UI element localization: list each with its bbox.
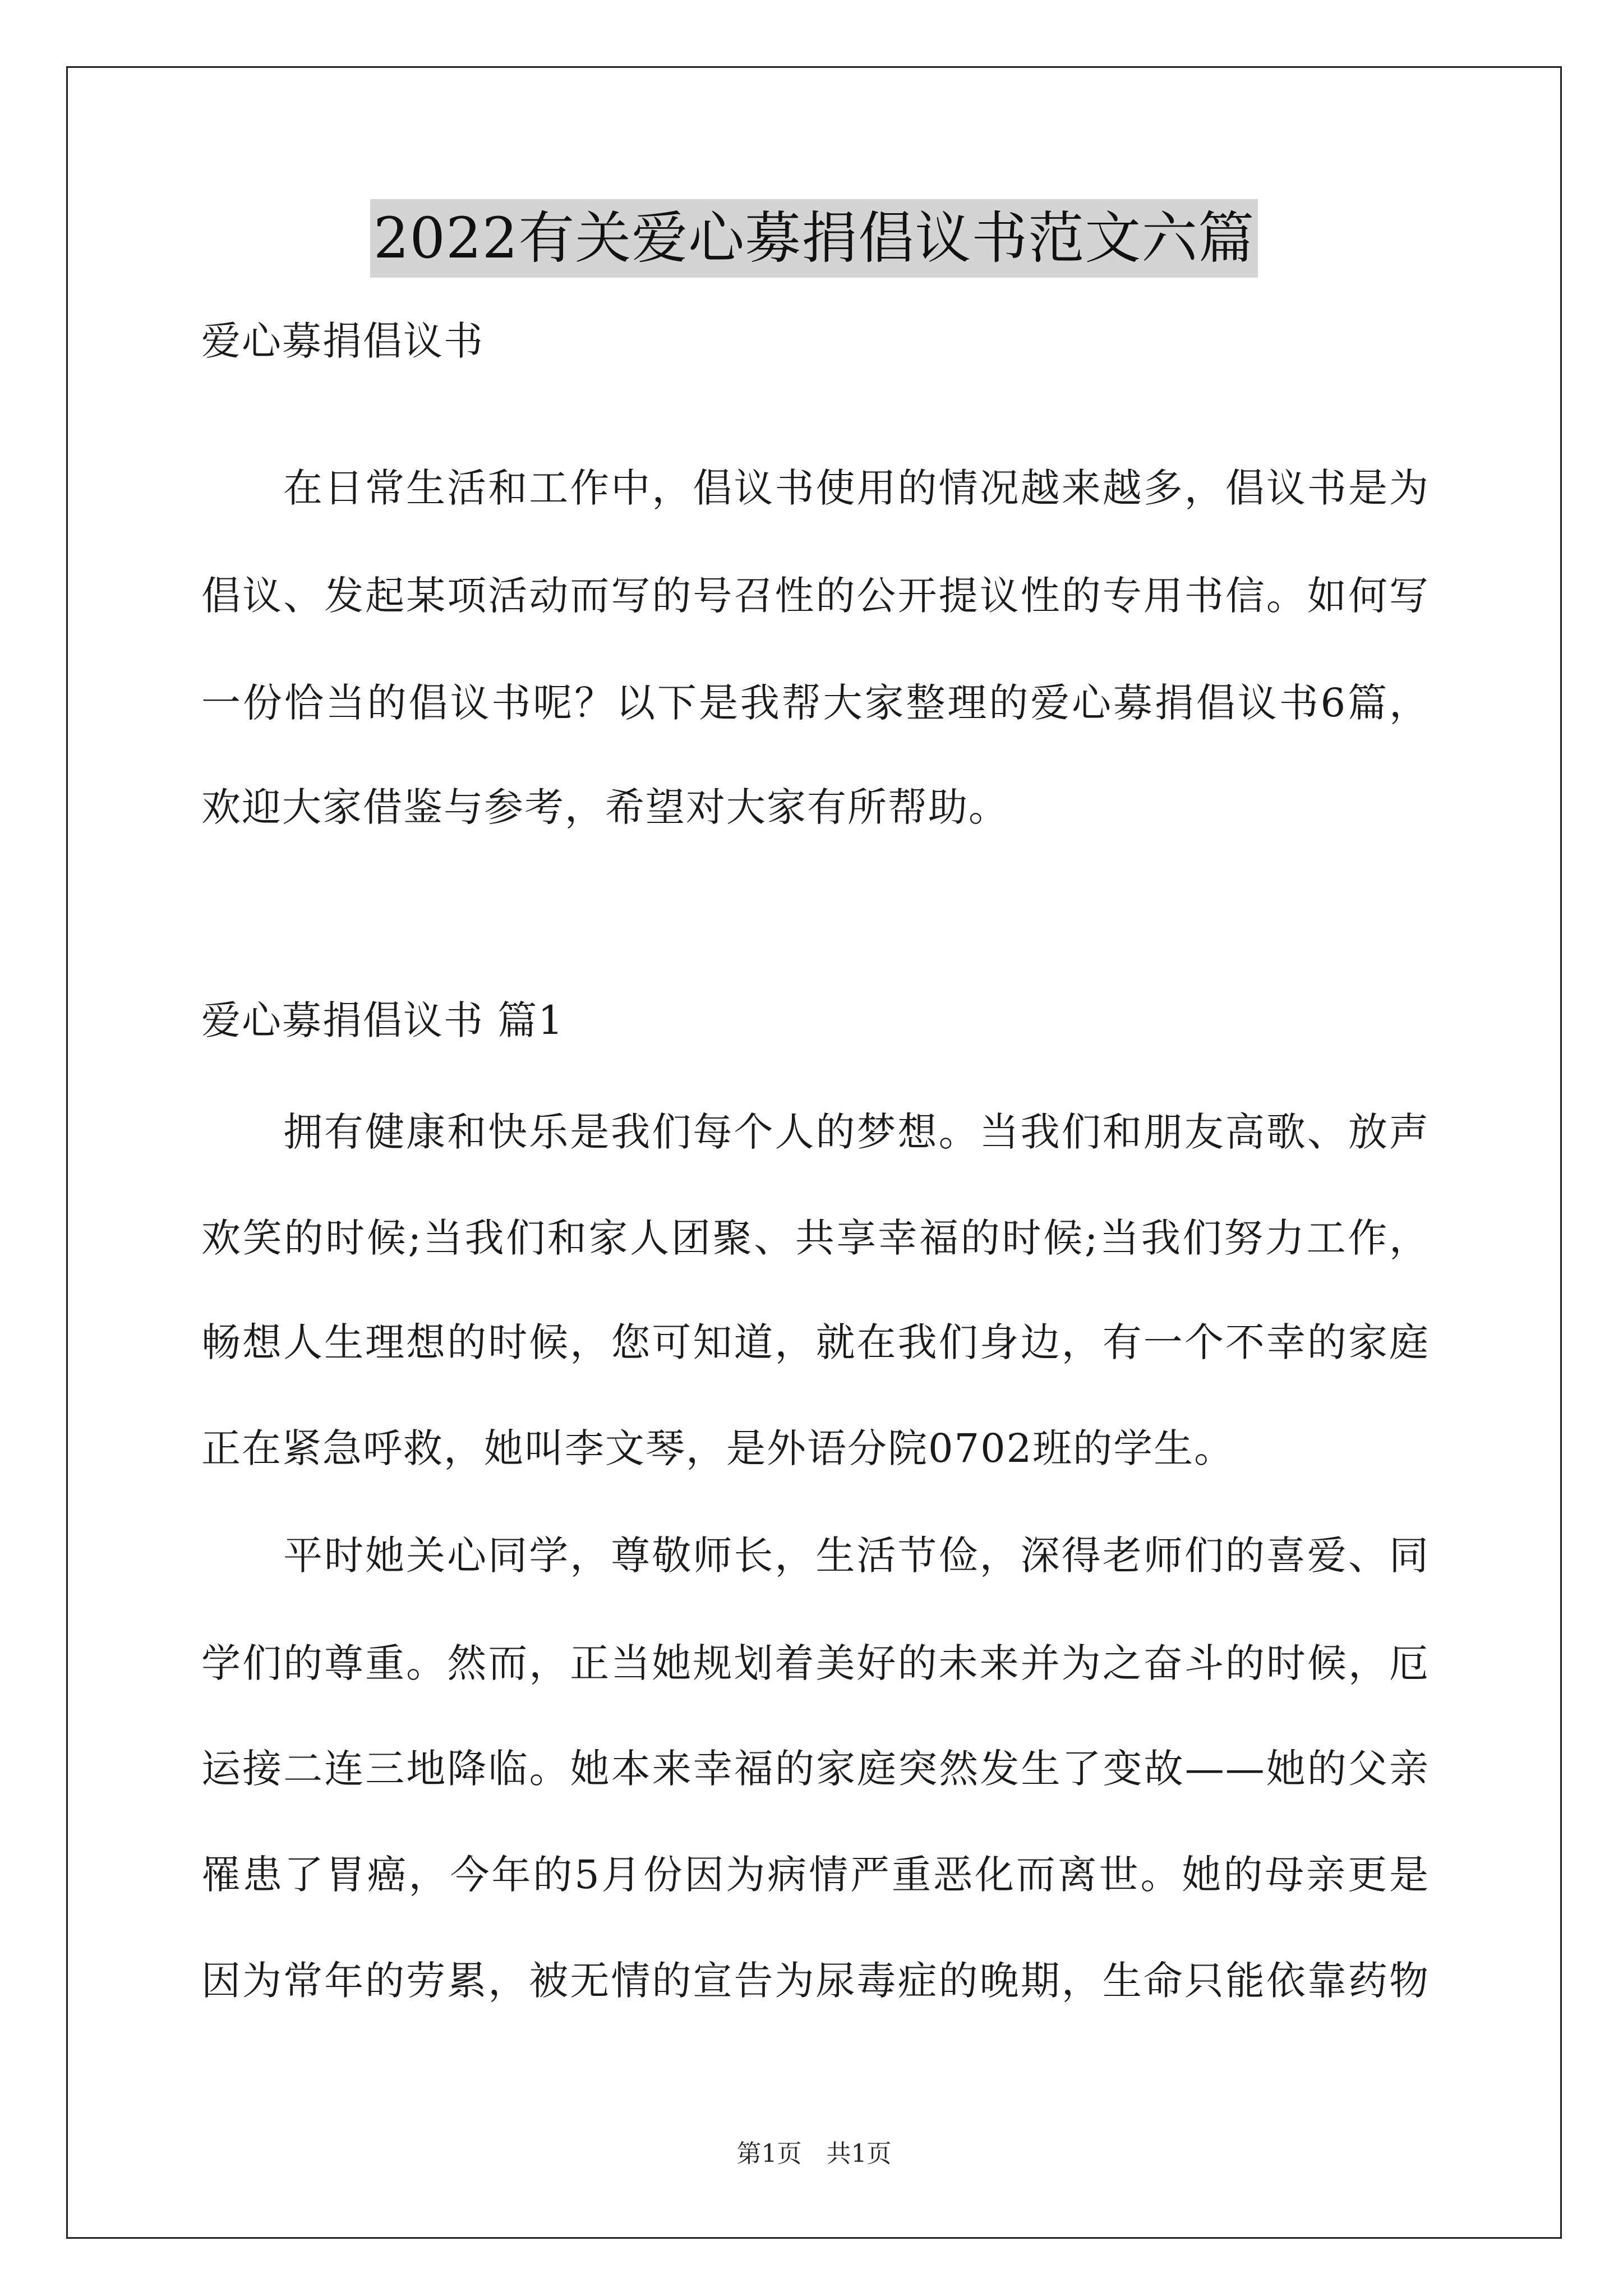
paragraph-line: 拥有健康和快乐是我们每个人的梦想。当我们和朋友高歌、放声 <box>283 1109 1430 1155</box>
intro-heading: 爱心募捐倡议书 <box>201 318 484 364</box>
intro-line: 倡议、发起某项活动而写的号召性的公开提议性的专用书信。如何写 <box>201 573 1430 619</box>
paragraph-line: 欢笑的时候;当我们和家人团聚、共享幸福的时候;当我们努力工作， <box>201 1215 1430 1261</box>
section-heading: 爱心募捐倡议书 篇1 <box>201 997 564 1043</box>
intro-line: 欢迎大家借鉴与参考，希望对大家有所帮助。 <box>201 784 1009 830</box>
paragraph-line: 平时她关心同学，尊敬师长，生活节俭，深得老师们的喜爱、同 <box>283 1533 1430 1579</box>
paragraph-line: 正在紧急呼救，她叫李文琴，是外语分院0702班的学生。 <box>201 1425 1235 1471</box>
document-title: 2022有关爱心募捐倡议书范文六篇 <box>370 199 1258 278</box>
paragraph-line: 学们的尊重。然而，正当她规划着美好的未来并为之奋斗的时候，厄 <box>201 1640 1430 1686</box>
intro-line: 在日常生活和工作中，倡议书使用的情况越来越多，倡议书是为 <box>283 465 1430 511</box>
paragraph-line: 因为常年的劳累，被无情的宣告为尿毒症的晚期，生命只能依靠药物 <box>201 1958 1430 2004</box>
page-footer: 第1页 共1页 <box>736 2139 892 2168</box>
paragraph-line: 罹患了胃癌，今年的5月份因为病情严重恶化而离世。她的母亲更是 <box>201 1852 1430 1898</box>
paragraph-line: 畅想人生理想的时候，您可知道，就在我们身边，有一个不幸的家庭 <box>201 1319 1430 1365</box>
title-container <box>66 199 1562 278</box>
intro-line: 一份恰当的倡议书呢？以下是我帮大家整理的爱心募捐倡议书6篇， <box>201 680 1430 726</box>
paragraph-line: 运接二连三地降临。她本来幸福的家庭突然发生了变故——她的父亲 <box>201 1746 1430 1792</box>
